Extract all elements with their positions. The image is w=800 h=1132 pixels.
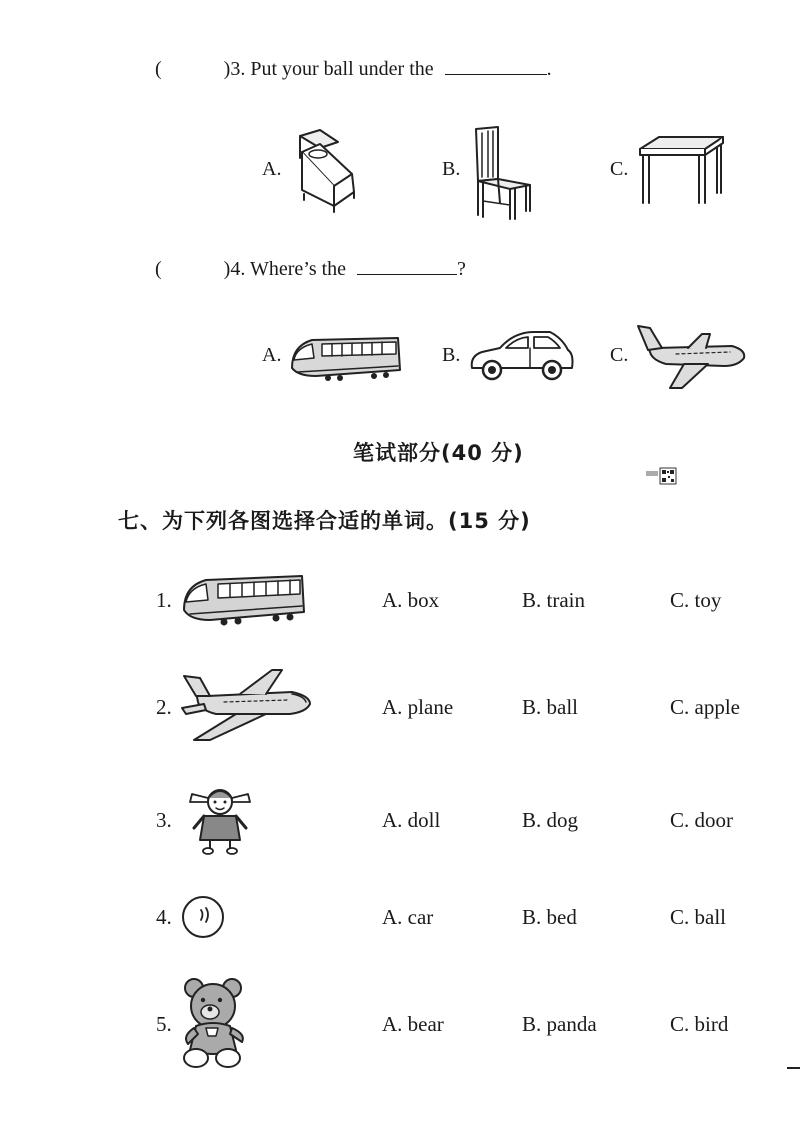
- q3-option-c-label: C.: [610, 158, 629, 180]
- item-3-option-a[interactable]: A. doll: [382, 808, 441, 832]
- item-3-number: 3.: [156, 808, 172, 832]
- train-icon: [180, 568, 308, 628]
- plane-icon: [180, 666, 315, 742]
- item-2-option-b[interactable]: B. ball: [522, 695, 578, 719]
- question-3: [155, 58, 552, 81]
- car-icon: [466, 328, 576, 384]
- qr-code-icon: [660, 468, 676, 484]
- train-icon: [288, 330, 403, 384]
- item-5-number: 5.: [156, 1012, 172, 1036]
- item-4-option-a[interactable]: A. car: [382, 905, 434, 929]
- chair-icon: [470, 125, 535, 220]
- q4-option-a-label: A.: [262, 344, 282, 366]
- item-4-number: 4.: [156, 905, 172, 929]
- item-1-option-b[interactable]: B. train: [522, 588, 585, 612]
- answer-paren-close: ): [223, 58, 231, 80]
- answer-paren-open: (: [155, 258, 162, 280]
- item-3-option-c[interactable]: C. door: [670, 808, 733, 832]
- item-4-option-b[interactable]: B. bed: [522, 905, 577, 929]
- teddy-bear-icon: [180, 978, 252, 1070]
- written-section-header: 笔试部分(40 分): [353, 441, 524, 465]
- item-5-option-c[interactable]: C. bird: [670, 1012, 729, 1036]
- table-icon: [635, 135, 725, 207]
- question-4: [155, 258, 466, 281]
- fill-blank[interactable]: [445, 74, 547, 75]
- item-2-option-c[interactable]: C. apple: [670, 695, 740, 719]
- qr-label-mark: [646, 471, 658, 476]
- item-3-option-b[interactable]: B. dog: [522, 808, 579, 832]
- item-2-number: 2.: [156, 695, 172, 719]
- fill-blank[interactable]: [357, 274, 457, 275]
- item-5-option-a[interactable]: A. bear: [382, 1012, 444, 1036]
- item-1-option-a[interactable]: A. box: [382, 588, 440, 612]
- ball-icon: [180, 894, 226, 940]
- page-edge-mark: [787, 1067, 800, 1069]
- question-4-end: ?: [457, 258, 466, 280]
- question-3-text: 3. Put your ball under the: [230, 58, 434, 80]
- doll-icon: [186, 786, 254, 854]
- item-1-option-c[interactable]: C. toy: [670, 588, 722, 612]
- answer-paren-open: (: [155, 58, 162, 80]
- question-4-text: 4. Where’s the: [230, 258, 347, 280]
- q3-option-a-label: A.: [262, 158, 282, 180]
- item-1-number: 1.: [156, 588, 172, 612]
- item-2-option-a[interactable]: A. plane: [382, 695, 454, 719]
- bed-icon: [290, 128, 360, 213]
- q4-option-c-label: C.: [610, 344, 629, 366]
- q4-option-b-label: B.: [442, 344, 461, 366]
- q3-option-b-label: B.: [442, 158, 461, 180]
- answer-paren-close: ): [223, 258, 231, 280]
- question-3-end: .: [546, 58, 552, 80]
- plane-icon: [636, 322, 748, 392]
- section-7-title: 七、为下列各图选择合适的单词。(15 分): [118, 509, 531, 533]
- item-4-option-c[interactable]: C. ball: [670, 905, 726, 929]
- item-5-option-b[interactable]: B. panda: [522, 1012, 597, 1036]
